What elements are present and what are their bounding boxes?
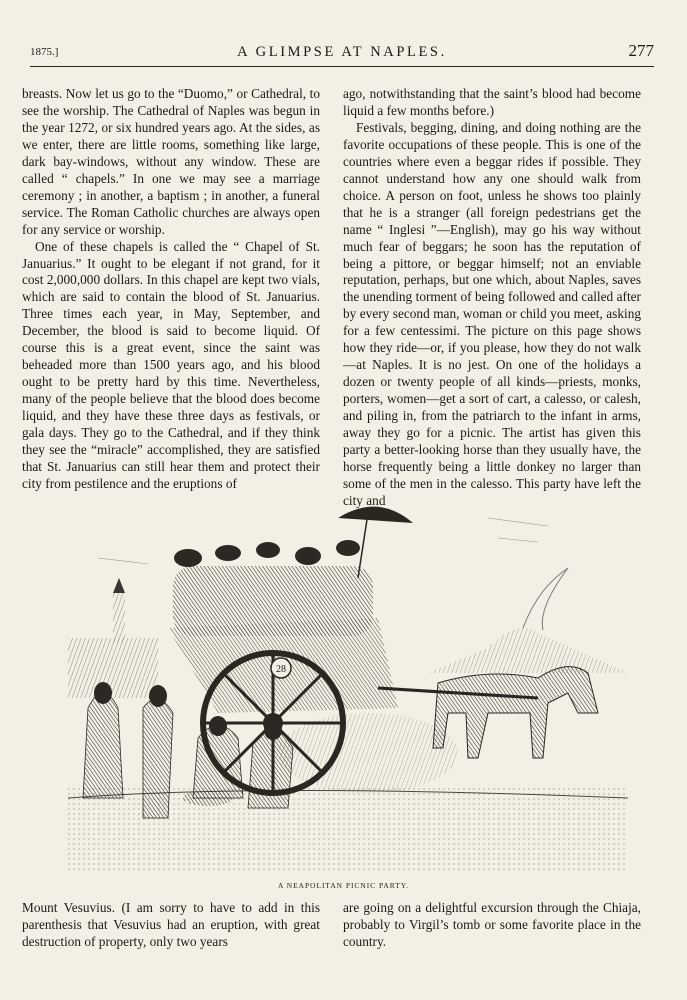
figure-caption: A NEAPOLITAN PICNIC PARTY. — [278, 881, 409, 890]
paragraph: Mount Vesuvius. (I am sorry to have to add in this parenthesis that Vesuvius had an eruption, with great destruction of property, only two years — [22, 900, 320, 949]
left-column — [22, 86, 320, 493]
running-header — [30, 41, 654, 67]
paragraph: One of these chapels is called the “ Chapel of St. Januarius.” It ought to be elegant if not grand, for it cost 2,000,000 dollars. In this chapel are kept two vials, which are said to contain the blood of St. Januarius. Three times each year, in May, September, and December, the blood is said to become liquid. Of course this is a great event, since the saint was beheaded more than 1500 years ago, and his blood ought to be pretty hard by this time. Nevertheless, many of the people believe that the blood does become liquid, and they have these three days as festivals, or gala days. They go to the Cathedral, and if they think they see the “miracle” accomplished, they are satisfied that St. Januarius can still hear them and protect their city from pestilence and the eruptions of — [22, 238, 320, 491]
bottom-left-column — [22, 900, 320, 951]
header-title: A GLIMPSE AT NAPLES. — [237, 44, 447, 60]
engraving-illustration — [68, 498, 628, 870]
paragraph: Festivals, begging, dining, and doing nothing are the favorite occupations of these people. This is one of the countries where even a beggar rides if possible. They cannot understand how any one should walk from choice. A person on foot, unless he shows too plainly that he is a stranger (all foreign pedestrians get the name “ Inglesi ”—English), may go his way without much fear of beggars; he soon has the reputation of being a pittore, or beggar himself; not an enviable reputation, perhaps, but one which, about Naples, saves the unending torment of being followed and called after by every second man, woman or child you meet, asking for a few centessimi. The picture on this page shows how they ride—or, if you please, how they do not walk—at Naples. It is no jest. On one of the holidays a dozen or twenty people of all kinds—priests, monks, porters, women—get a sort of cart, a calesso, or calesh, and piling in, from the patriarch to the infant in arms, away they go for a picnic. The artist has given this party a better-looking horse than they usually have, the horse frequently being a little donkey no larger than some of the men in the calesso. This party have left the city and — [343, 119, 641, 508]
paragraph: are going on a delightful excursion through the Chiaja, probably to Virgil’s tomb or some favorite place in the country. — [343, 900, 641, 949]
bottom-right-column — [343, 900, 641, 951]
paragraph: breasts. Now let us go to the “Duomo,” or Cathedral, to see the worship. The Cathedral of Naples was begun in the year 1272, or six hundred years ago. At the sides, as we enter, there are little rooms, something like large, dark bay-windows, without any window. These are called “ chapels.” In one we may see a marriage ceremony ; in another, a baptism ; in another, a funeral service. The Roman Catholic churches are always open for any service or worship. — [22, 86, 320, 237]
right-column — [343, 86, 641, 510]
paragraph: ago, notwithstanding that the saint’s blood had become liquid a few months before.) — [343, 86, 641, 118]
header-year: 1875.] — [30, 46, 59, 58]
page-number: 277 — [628, 41, 654, 60]
picnic-party-engraving — [68, 498, 628, 870]
cart-number: 28 — [276, 664, 286, 675]
